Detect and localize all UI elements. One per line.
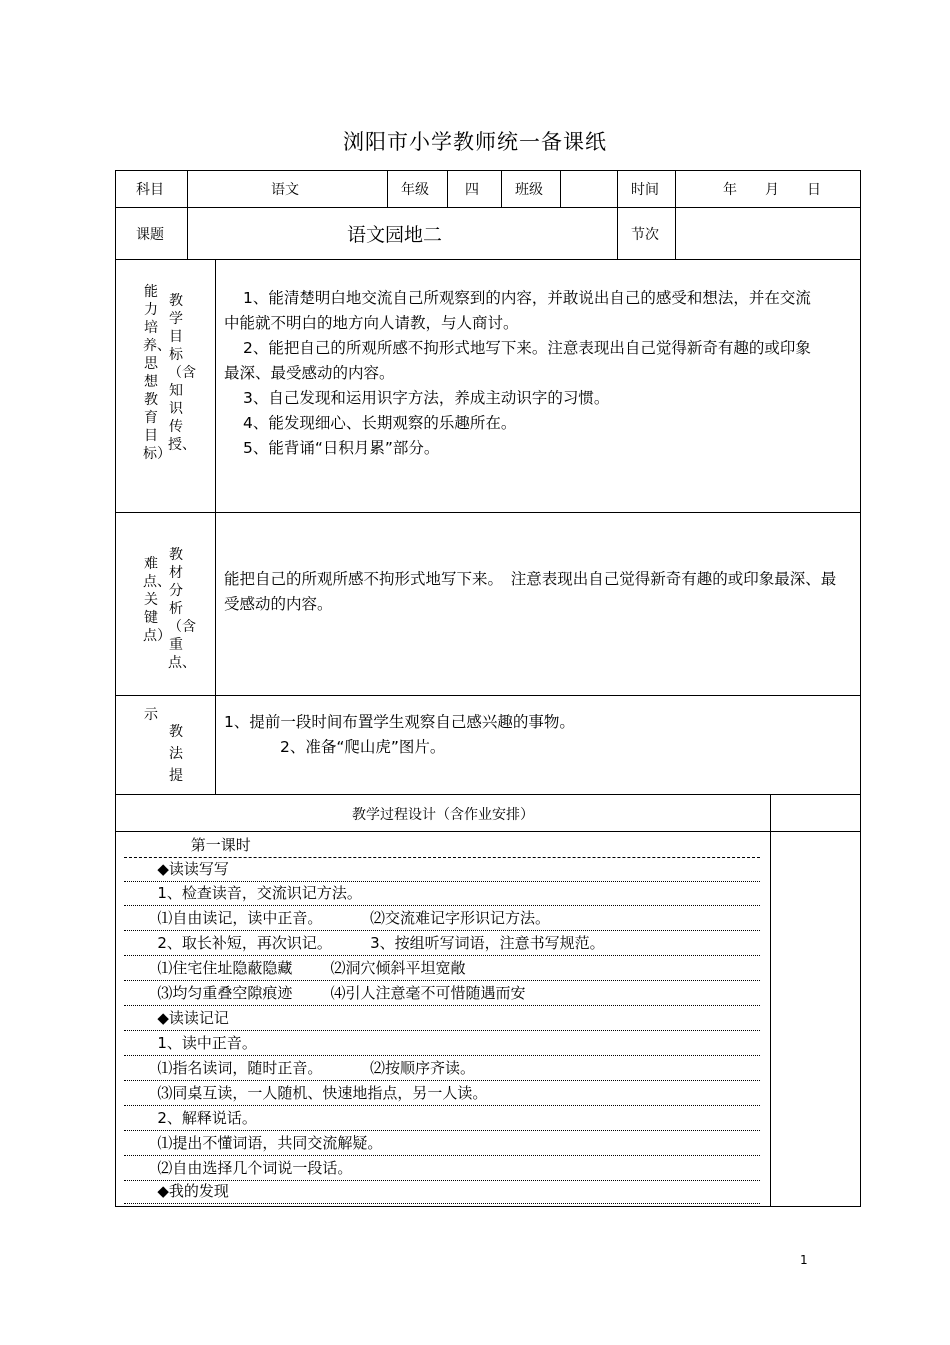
method-item: 1、提前一段时间布置学生观察自己感兴趣的事物。 (224, 713, 575, 731)
process-line: 第一课时 (124, 834, 760, 858)
topic-label: 课题 (136, 227, 164, 243)
process-line: ⑶同桌互读，一人随机、快速地指点，另一人读。 (124, 1082, 760, 1106)
col-divider (501, 171, 502, 207)
subject-value: 语文 (271, 182, 299, 198)
goals-text (224, 286, 824, 461)
analysis-label-col2: 教材分析（含重点、 (168, 547, 196, 671)
process-line: 1、读中正音。 (124, 1032, 760, 1056)
method-text (224, 710, 824, 760)
process-line: ◆我的发现 (124, 1180, 760, 1204)
goal-item: 1、能清楚明白地交流自己所观察到的内容，并敢说出自己的感受和想法，并在交流中能就不明白的地方向人请教，与人商讨。 (224, 289, 811, 332)
col-divider (187, 171, 188, 259)
row-divider (116, 259, 860, 260)
process-line: ⑵自由选择几个词说一段话。 (124, 1157, 760, 1181)
analysis-label-col1: 难点、关键点） (143, 556, 171, 644)
row-divider (116, 207, 860, 208)
method-label-col2: 教法提 (169, 724, 183, 784)
document-title: 浏阳市小学教师统一备课纸 (343, 130, 607, 154)
col-divider (770, 794, 771, 1206)
process-line: ◆读读写写 (124, 858, 760, 882)
goals-label-col1: 能力培养、思想教育目标） (143, 284, 171, 462)
process-line: ⑴自由读记，读中正音。 ⑵交流难记字形识记方法。 (124, 907, 760, 931)
grade-value: 四 (465, 182, 479, 198)
process-line: ◆读读记记 (124, 1007, 760, 1031)
page-number: 1 (800, 1253, 808, 1267)
row-divider (116, 512, 860, 513)
process-line: ⑴指名读词，随时正音。 ⑵按顺序齐读。 (124, 1057, 760, 1081)
process-line: 2、解释说话。 (124, 1107, 760, 1131)
subject-label: 科目 (136, 182, 164, 198)
goal-item: 4、能发现细心、长期观察的乐趣所在。 (243, 414, 517, 432)
col-divider (617, 171, 618, 259)
method-item: 2、准备“爬山虎”图片。 (280, 738, 446, 756)
row-divider (116, 831, 860, 832)
col-divider (560, 171, 561, 207)
time-label: 时间 (631, 182, 659, 198)
process-line: 2、取长补短，再次识记。 3、按组听写词语，注意书写规范。 (124, 932, 760, 956)
class-label: 班级 (515, 182, 543, 198)
method-label-col1: 示 (144, 707, 158, 723)
analysis-text: 能把自己的所观所感不拘形式地写下来。 注意表现出自己觉得新奇有趣的或印象最深、最受感动的内容。 (224, 570, 837, 613)
row-divider (116, 695, 860, 696)
grade-label: 年级 (401, 182, 429, 198)
col-divider (675, 171, 676, 259)
goal-item: 5、能背诵“日积月累”部分。 (243, 439, 440, 457)
process-line: ⑶均匀重叠空隙痕迹 ⑷引人注意毫不可惜随遇而安 (124, 982, 760, 1006)
col-divider (447, 171, 448, 207)
col-divider (215, 259, 216, 794)
row-divider (116, 794, 860, 795)
process-header: 教学过程设计（含作业安排） (352, 807, 534, 823)
process-line: ⑴提出不懂词语，共同交流解疑。 (124, 1132, 760, 1156)
goal-item: 3、自己发现和运用识字方法，养成主动识字的习惯。 (243, 389, 610, 407)
topic-value: 语文园地二 (347, 224, 443, 246)
goal-item: 2、能把自己的所观所感不拘形式地写下来。注意表现出自己觉得新奇有趣的或印象最深、最受感动的内容。 (224, 339, 811, 382)
time-value: 年 月 日 (723, 182, 821, 198)
period-label: 节次 (631, 227, 659, 243)
process-line: 1、检查读音，交流识记方法。 (124, 882, 760, 906)
col-divider (387, 171, 388, 207)
goals-label-col2: 教学目标（含知识传授、 (168, 293, 196, 453)
process-line: ⑴住宅住址隐蔽隐藏 ⑵洞穴倾斜平坦宽敞 (124, 957, 760, 981)
